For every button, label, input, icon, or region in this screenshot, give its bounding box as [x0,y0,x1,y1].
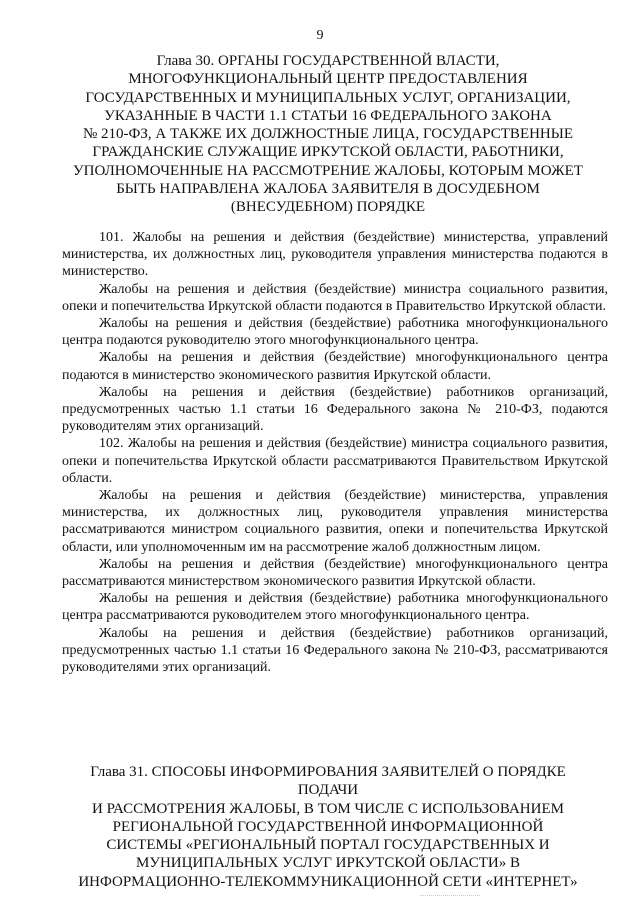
paragraph-101: 101. Жалобы на решения и действия (бездействие) министерства, управлений министерства, их должностных лиц, руководителя управления министерства подаются в министерство. [62,230,608,280]
paragraph: Жалобы на решения и действия (бездействие) многофункционального центра рассматриваются министерством экономического развития Иркутской области. [62,556,608,590]
chapter-31-heading [72,763,584,891]
heading-line: (ВНЕСУДЕБНОМ) ПОРЯДКЕ [230,199,426,216]
scan-artifact [420,895,480,898]
heading-line: И РАССМОТРЕНИЯ ЖАЛОБЫ, В ТОМ ЧИСЛЕ С ИСПОЛЬЗОВАНИЕМ [92,800,564,817]
paragraph-102: 102. Жалобы на решения и действия (бездействие) министра социального развития, опеки и попечительства Иркутской области рассматриваются Правительством Иркутской области. [62,436,608,486]
heading-line: ГОСУДАРСТВЕННЫХ И МУНИЦИПАЛЬНЫХ УСЛУГ, ОРГАНИЗАЦИИ, [85,89,571,106]
heading-line: БЫТЬ НАПРАВЛЕНА ЖАЛОБА ЗАЯВИТЕЛЯ В ДОСУДЕБНОМ [116,181,540,198]
chapter-30-heading [72,52,584,217]
body-text [62,229,608,676]
paragraph: Жалобы на решения и действия (бездействие) работников организаций, предусмотренных частью 1.1 статьи 16 Федерального закона № 210-ФЗ, рассматриваются руководителями этих организаций. [62,625,608,676]
heading-line: Глава 31. СПОСОБЫ ИНФОРМИРОВАНИЯ ЗАЯВИТЕЛЕЙ О ПОРЯДКЕ ПОДАЧИ [90,764,566,799]
heading-line: № 210-ФЗ, А ТАКЖЕ ИХ ДОЛЖНОСТНЫЕ ЛИЦА, ГОСУДАРСТВЕННЫЕ [82,126,574,143]
heading-line: СИСТЕМЫ «РЕГИОНАЛЬНЫЙ ПОРТАЛ ГОСУДАРСТВЕННЫХ И [106,837,550,854]
heading-line: РЕГИОНАЛЬНОЙ ГОСУДАРСТВЕННОЙ ИНФОРМАЦИОННОЙ [112,818,544,835]
paragraph: Жалобы на решения и действия (бездействие) многофункционального центра подаются в министерство экономического развития Иркутской области. [62,350,608,383]
heading-line: МУНИЦИПАЛЬНЫХ УСЛУГ ИРКУТСКОЙ ОБЛАСТИ» В [135,855,520,872]
heading-line: УПОЛНОМОЧЕННЫЕ НА РАССМОТРЕНИЕ ЖАЛОБЫ, КОТОРЫМ МОЖЕТ [73,162,583,179]
paragraph: Жалобы на решения и действия (бездействие) работника многофункционального центра подаются руководителю этого многофункционального центра. [62,316,608,349]
paragraph: Жалобы на решения и действия (бездействие) работника многофункционального центра рассматриваются руководителем этого многофункционального центра. [62,591,608,624]
paragraph: Жалобы на решения и действия (бездействие) министерства, управления министерства, их должностных лиц, руководителя управления министерства рассматриваются министром социального развития, опеки и попечительства Иркутской области, или уполномоченным им на рассмотрение жалоб должностным лицом. [62,488,608,555]
heading-line: МНОГОФУНКЦИОНАЛЬНЫЙ ЦЕНТР ПРЕДОСТАВЛЕНИЯ [128,71,528,88]
paragraph: Жалобы на решения и действия (бездействие) министра социального развития, опеки и попечительства Иркутской области подаются в Правительство Иркутской области. [62,281,608,314]
paragraph: Жалобы на решения и действия (бездействие) работников организаций, предусмотренных частью 1.1 статьи 16 Федерального закона № 210-ФЗ, подаются руководителям этих организаций. [62,384,608,435]
heading-line: УКАЗАННЫЕ В ЧАСТИ 1.1 СТАТЬИ 16 ФЕДЕРАЛЬНОГО ЗАКОНА [104,107,552,124]
heading-line: ГРАЖДАНСКИЕ СЛУЖАЩИЕ ИРКУТСКОЙ ОБЛАСТИ, РАБОТНИКИ, [92,144,564,161]
page-number: 9 [316,28,324,43]
heading-line: Глава 30. ОРГАНЫ ГОСУДАРСТВЕННОЙ ВЛАСТИ, [156,53,500,69]
heading-line: ИНФОРМАЦИОННО-ТЕЛЕКОММУНИКАЦИОННОЙ СЕТИ «ИНТЕРНЕТ» [78,873,578,890]
